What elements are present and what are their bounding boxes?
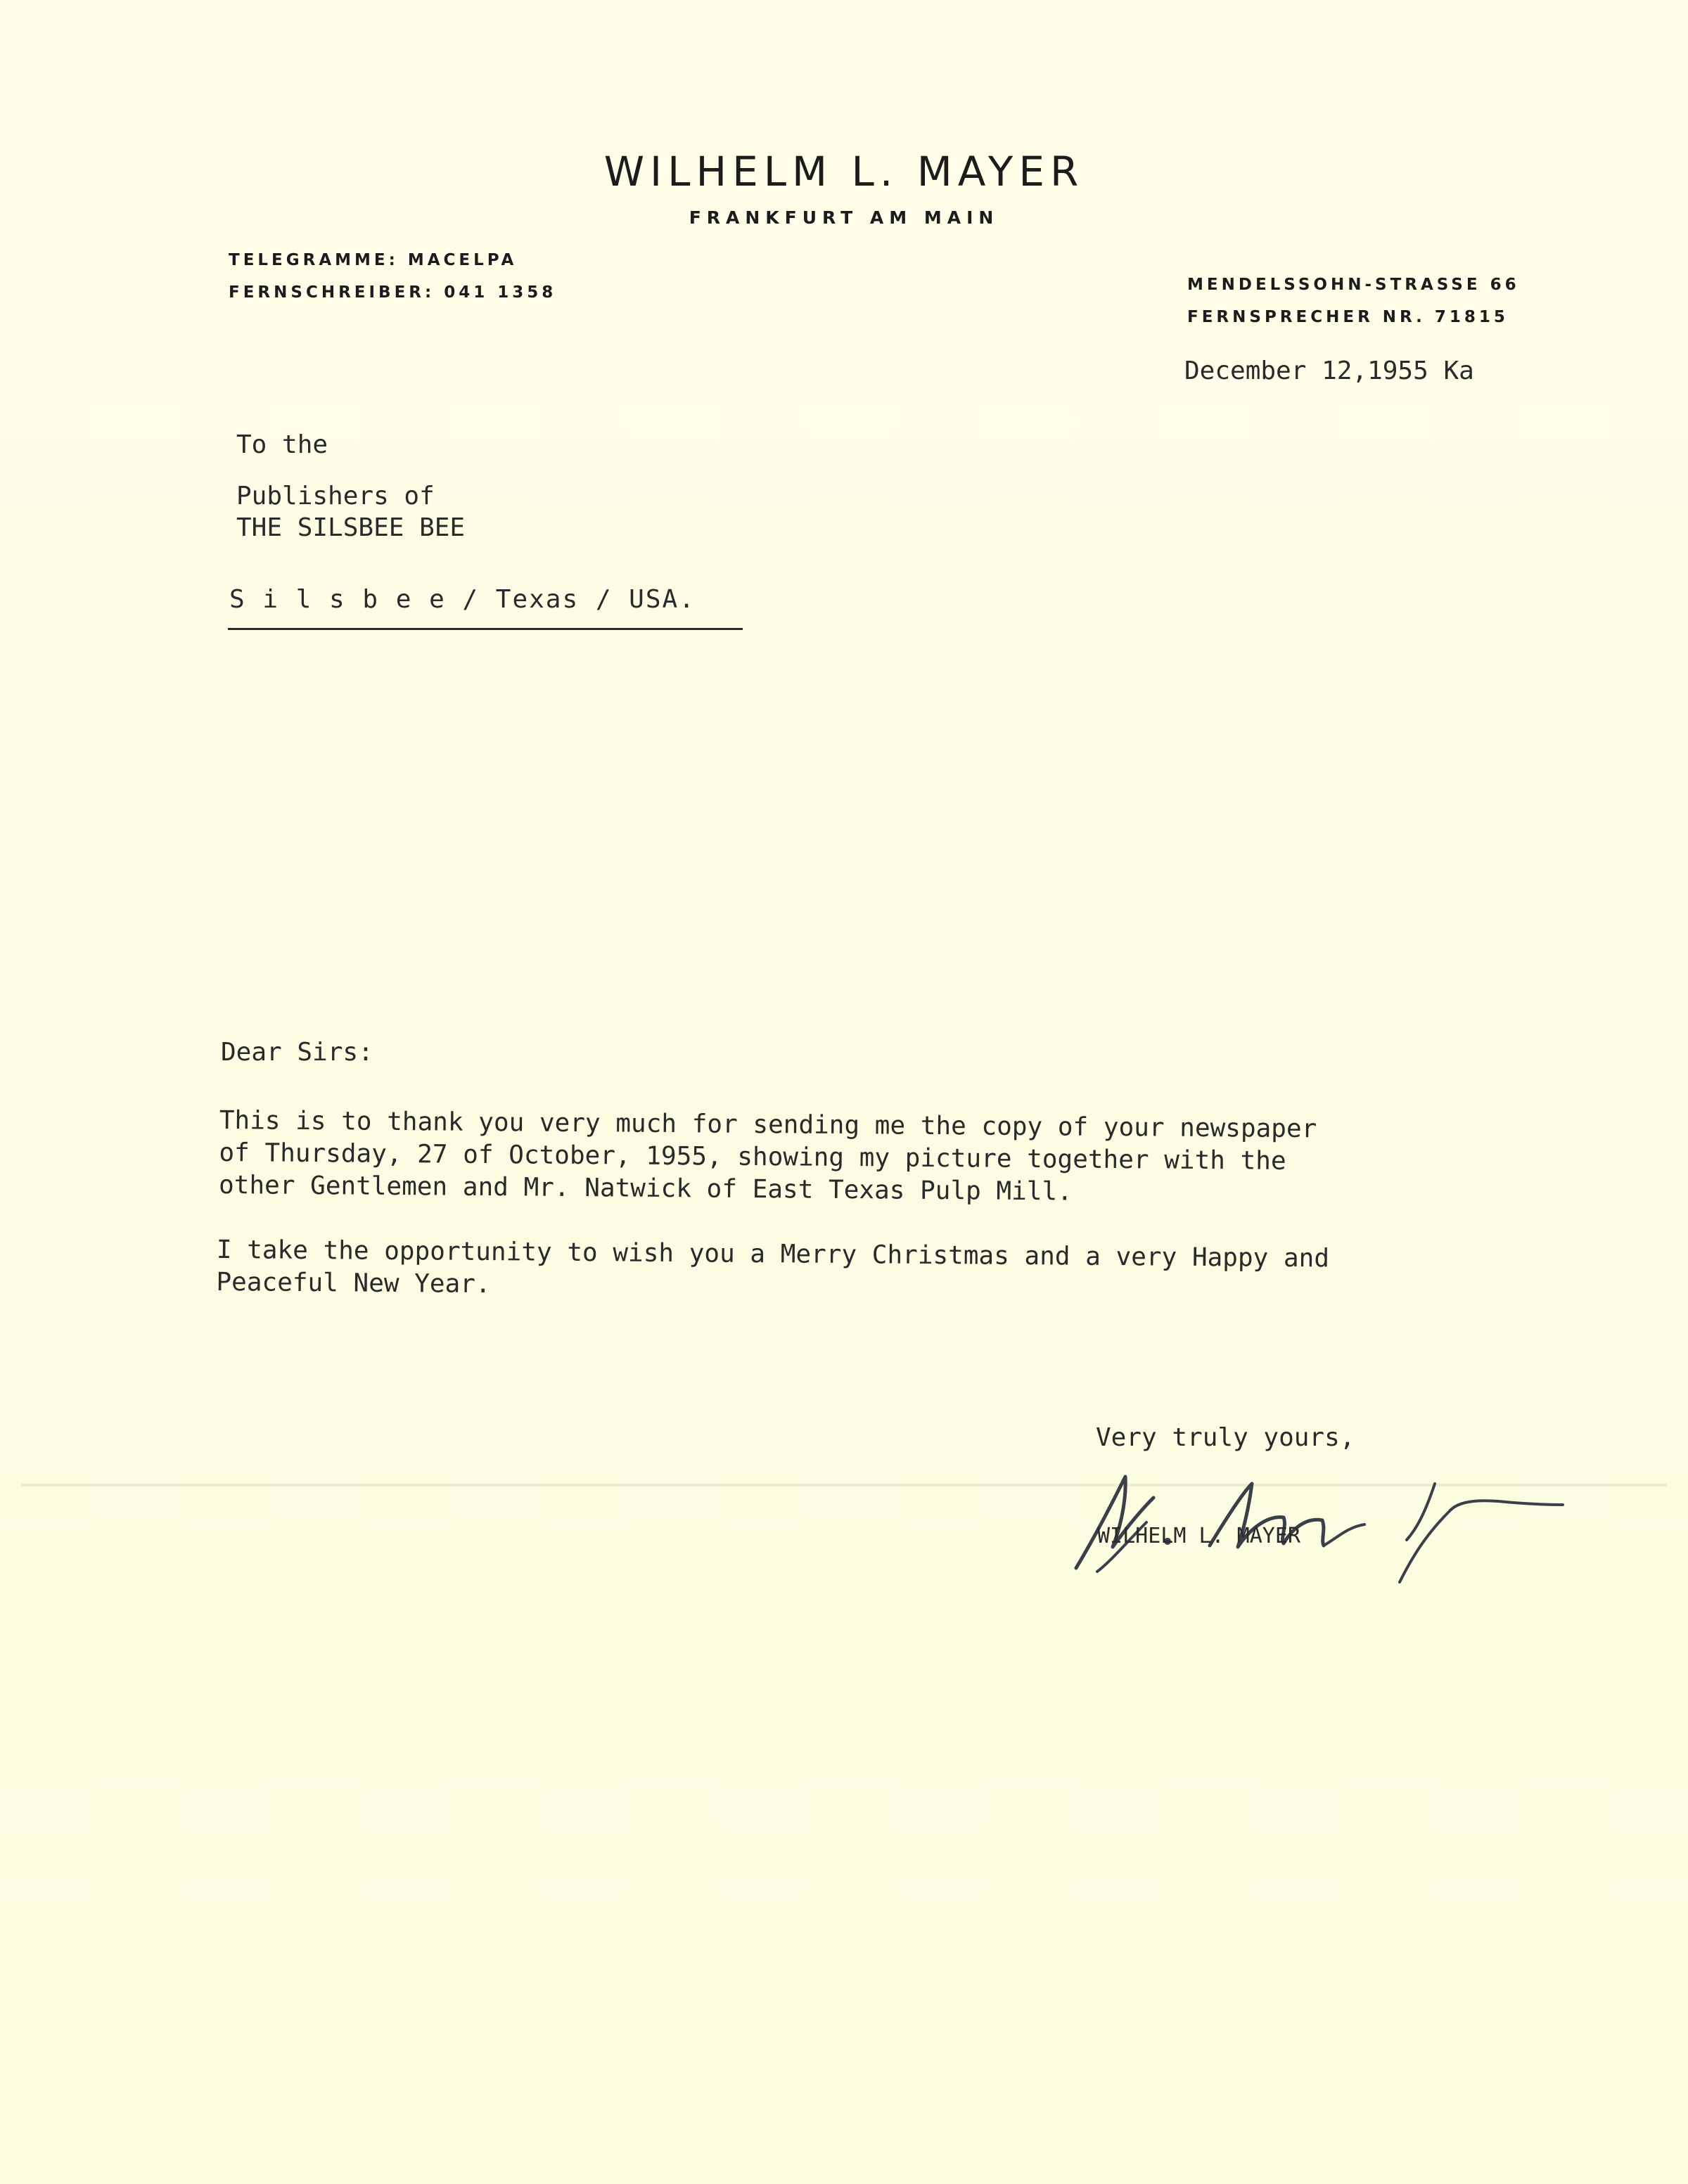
address-underline xyxy=(228,628,743,630)
paragraph-line: Peaceful New Year. xyxy=(216,1267,491,1299)
street-address: MENDELSSOHN-STRASSE 66 xyxy=(1187,276,1520,294)
recipient-line-1: To the xyxy=(236,430,328,459)
letterhead-city: FRANKFURT AM MAIN xyxy=(689,207,999,228)
telegram-address: TELEGRAMME: MACELPA xyxy=(229,251,518,269)
paragraph-line: I take the opportunity to wish you a Merry Christmas and a very Happy and xyxy=(216,1235,1330,1273)
body-paragraph-1 xyxy=(219,1105,1317,1210)
recipient-line-4: S i l s b e e / Texas / USA. xyxy=(229,585,696,614)
letterhead-contact-right xyxy=(1187,269,1520,333)
letterhead-contact-left xyxy=(229,244,556,309)
telex-number: FERNSCHREIBER: 041 1358 xyxy=(229,283,557,302)
recipient-line-2: Publishers of xyxy=(236,482,435,510)
letterhead-name: WILHELM L. MAYER xyxy=(603,148,1085,195)
salutation: Dear Sirs: xyxy=(221,1038,373,1067)
typed-signatory-name: WILHELM L. MAYER xyxy=(1097,1524,1300,1548)
phone-number: FERNSPRECHER NR. 71815 xyxy=(1187,308,1509,326)
complimentary-closing: Very truly yours, xyxy=(1096,1423,1355,1452)
recipient-line-3: THE SILSBEE BEE xyxy=(236,513,466,542)
paragraph-line: other Gentlemen and Mr. Natwick of East Texas Pulp Mill. xyxy=(218,1170,1073,1207)
paragraph-line: of Thursday, 27 of October, 1955, showing my picture together with the xyxy=(219,1138,1286,1176)
letter-date: December 12,1955 Ka xyxy=(1184,356,1474,385)
body-paragraph-2 xyxy=(216,1234,1329,1307)
paragraph-line: This is to thank you very much for sending me the copy of your newspaper xyxy=(219,1105,1317,1144)
